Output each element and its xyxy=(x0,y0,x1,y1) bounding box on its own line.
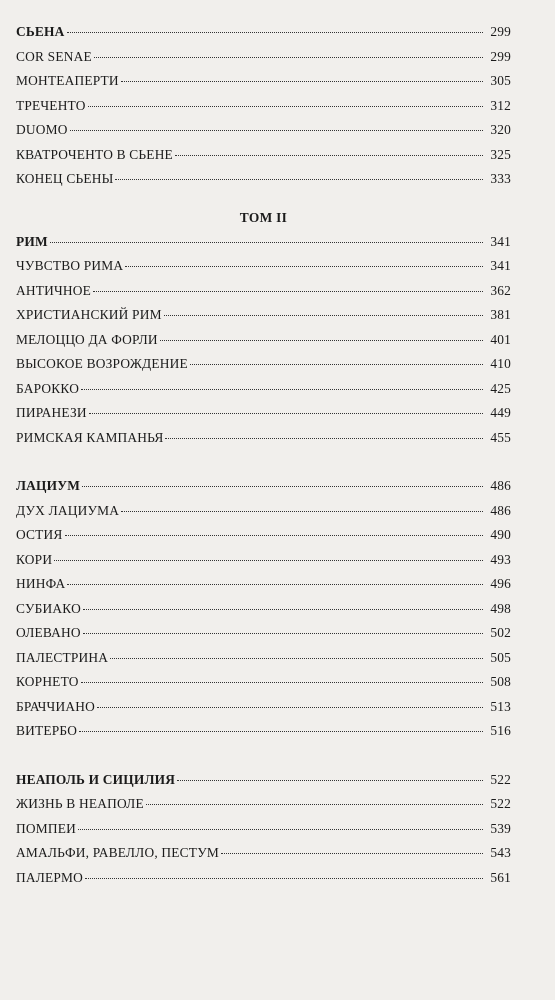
toc-entry xyxy=(16,723,511,748)
dot-leader xyxy=(82,485,483,487)
toc-entry xyxy=(16,307,511,332)
dot-leader xyxy=(125,265,483,267)
toc-entry-page: 490 xyxy=(490,527,511,542)
volume-title: ТОМ II xyxy=(239,209,288,225)
dot-leader xyxy=(93,290,483,292)
toc-entry-page: 496 xyxy=(490,576,511,591)
toc-entry xyxy=(16,405,511,430)
toc-entry-title: ЛАЦИУМ xyxy=(16,478,81,493)
toc-entry xyxy=(16,870,511,895)
toc-entry xyxy=(16,24,511,49)
toc-entry xyxy=(16,821,511,846)
toc-entry-title: ОЛЕВАНО xyxy=(16,625,81,640)
dot-leader xyxy=(146,803,483,805)
toc-entry-page: 410 xyxy=(490,356,511,371)
toc-entry-title: НЕАПОЛЬ И СИЦИЛИЯ xyxy=(16,771,176,787)
toc-entry xyxy=(16,283,511,308)
toc-entry xyxy=(16,234,511,259)
dot-leader xyxy=(88,105,483,107)
dot-leader xyxy=(67,31,483,33)
dot-leader xyxy=(221,852,483,854)
toc-entry xyxy=(16,478,511,503)
toc-entry-page: 502 xyxy=(490,625,511,640)
toc-entry-page: 305 xyxy=(490,73,511,88)
dot-leader xyxy=(110,657,483,659)
toc-entry xyxy=(16,576,511,601)
toc-entry-title: МЕЛОЦЦО ДА ФОРЛИ xyxy=(16,331,158,347)
dot-leader xyxy=(89,412,483,414)
dot-leader xyxy=(67,583,483,585)
toc-entry-page: 539 xyxy=(490,820,511,836)
toc-entry xyxy=(16,845,511,870)
dot-leader xyxy=(165,437,483,439)
toc-section-napoli xyxy=(16,772,511,895)
toc-entry-page: 493 xyxy=(490,551,511,567)
toc-entry-page: 543 xyxy=(490,845,511,860)
toc-entry xyxy=(16,356,511,381)
toc-entry-title: ПАЛЕСТРИНА xyxy=(16,649,109,665)
dot-leader xyxy=(54,559,483,561)
toc-entry-page: 320 xyxy=(490,122,511,137)
dot-leader xyxy=(65,534,483,536)
toc-entry-page: 341 xyxy=(490,258,511,273)
toc-entry xyxy=(16,49,511,74)
toc-entry-page: 486 xyxy=(490,478,511,493)
dot-leader xyxy=(85,877,483,879)
toc-entry-page: 333 xyxy=(490,171,511,186)
dot-leader xyxy=(121,510,483,512)
toc-entry-title: КОРНЕТО xyxy=(16,674,79,689)
toc-entry-page: 401 xyxy=(490,331,511,347)
toc-entry-page: 505 xyxy=(490,649,511,665)
toc-entry xyxy=(16,381,511,406)
toc-entry-page: 508 xyxy=(490,674,511,689)
toc-entry xyxy=(16,171,511,196)
toc-entry xyxy=(16,98,511,123)
section-gap xyxy=(16,454,511,478)
toc-entry-title: СЬЕНА xyxy=(16,24,65,39)
toc-entry-page: 455 xyxy=(490,429,511,445)
toc-entry-title: COR SENAE xyxy=(16,48,92,64)
toc-entry xyxy=(16,147,511,172)
dot-leader xyxy=(190,363,483,365)
toc-entry-page: 299 xyxy=(490,24,511,39)
toc-entry-title: КОРИ xyxy=(16,551,53,567)
toc-entry-title: АНТИЧНОЕ xyxy=(16,282,92,298)
toc-entry xyxy=(16,796,511,821)
toc-entry-title: БАРОККО xyxy=(16,380,80,396)
toc-entry-title: МОНТЕАПЕРТИ xyxy=(16,73,119,88)
toc-entry xyxy=(16,601,511,626)
toc-section-siena xyxy=(16,24,511,196)
dot-leader xyxy=(164,314,483,316)
toc-entry-page: 561 xyxy=(490,869,511,885)
toc-entry-page: 513 xyxy=(490,698,511,714)
toc-entry-title: ХРИСТИАНСКИЙ РИМ xyxy=(16,307,162,322)
dot-leader xyxy=(81,681,483,683)
dot-leader xyxy=(160,339,483,341)
toc-entry xyxy=(16,73,511,98)
toc-entry-page: 522 xyxy=(490,796,511,811)
toc-entry-title: КОНЕЦ СЬЕНЫ xyxy=(16,171,114,186)
dot-leader xyxy=(70,129,483,131)
toc-entry xyxy=(16,699,511,724)
dot-leader xyxy=(83,632,483,634)
toc-entry xyxy=(16,527,511,552)
toc-entry-title: ВИТЕРБО xyxy=(16,723,78,738)
dot-leader xyxy=(78,828,483,830)
toc-entry-page: 312 xyxy=(490,97,511,113)
toc-entry-title: ЧУВСТВО РИМА xyxy=(16,258,124,273)
dot-leader xyxy=(177,779,483,781)
dot-leader xyxy=(50,241,483,243)
toc-entry xyxy=(16,650,511,675)
toc-entry-title: КВАТРОЧЕНТО В СЬЕНЕ xyxy=(16,146,173,162)
toc-entry-title: СУБИАКО xyxy=(16,600,81,616)
toc-entry-title: ДУХ ЛАЦИУМА xyxy=(16,502,120,518)
toc-entry-title: ЖИЗНЬ В НЕАПОЛЕ xyxy=(16,796,144,811)
toc-entry xyxy=(16,258,511,283)
toc-entry-title: ТРЕЧЕНТО xyxy=(16,97,86,113)
toc-entry-title: ПИРАНЕЗИ xyxy=(16,405,87,420)
toc-entry-title: НИНФА xyxy=(16,576,66,591)
toc-entry xyxy=(16,552,511,577)
toc-entry-title: ПОМПЕИ xyxy=(16,820,76,836)
toc-entry-page: 486 xyxy=(490,502,511,518)
toc-entry-title: DUOMO xyxy=(16,122,68,137)
toc-entry-page: 516 xyxy=(490,723,511,738)
toc-entry xyxy=(16,122,511,147)
dot-leader xyxy=(79,730,483,732)
toc-entry xyxy=(16,625,511,650)
toc-entry-title: РИМ xyxy=(16,233,48,249)
toc-entry-page: 362 xyxy=(490,282,511,298)
toc-entry-title: ОСТИЯ xyxy=(16,527,63,542)
toc-section-lacium xyxy=(16,478,511,748)
toc-entry-title: ПАЛЕРМО xyxy=(16,869,84,885)
dot-leader xyxy=(121,80,483,82)
toc-entry-title: ВЫСОКОЕ ВОЗРОЖДЕНИЕ xyxy=(16,356,188,371)
toc-entry xyxy=(16,674,511,699)
toc-entry-page: 325 xyxy=(490,146,511,162)
section-gap xyxy=(16,748,511,772)
toc-entry-page: 341 xyxy=(490,233,511,249)
toc-entry xyxy=(16,430,511,455)
toc-section-rim xyxy=(16,234,511,455)
dot-leader xyxy=(115,178,483,180)
toc-entry-page: 299 xyxy=(490,48,511,64)
toc-entry-page: 498 xyxy=(490,600,511,616)
toc-entry xyxy=(16,332,511,357)
dot-leader xyxy=(94,56,483,58)
dot-leader xyxy=(97,706,483,708)
toc-entry-title: РИМСКАЯ КАМПАНЬЯ xyxy=(16,429,164,445)
toc-entry xyxy=(16,772,511,797)
dot-leader xyxy=(83,608,483,610)
toc-entry-title: АМАЛЬФИ, РАВЕЛЛО, ПЕСТУМ xyxy=(16,845,219,860)
toc-entry-page: 449 xyxy=(490,405,511,420)
dot-leader xyxy=(175,154,483,156)
toc-entry xyxy=(16,503,511,528)
toc-entry-page: 522 xyxy=(490,771,511,787)
dot-leader xyxy=(81,388,483,390)
toc-entry-page: 425 xyxy=(490,380,511,396)
toc-entry-title: БРАЧЧИАНО xyxy=(16,698,95,714)
toc-entry-page: 381 xyxy=(490,307,511,322)
